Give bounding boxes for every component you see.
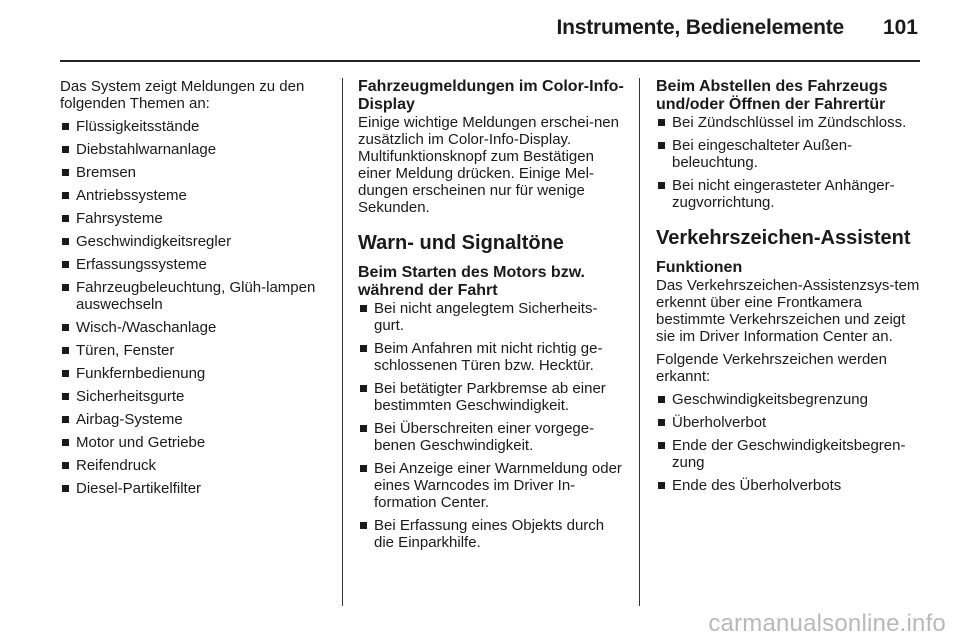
bullet-icon (658, 482, 665, 489)
header-rule (60, 60, 920, 62)
list-item: Reifendruck (60, 457, 330, 474)
list-item: Diebstahlwarnanlage (60, 141, 330, 158)
intro-text: Das System zeigt Meldungen zu den folgenden Themen an: (60, 78, 305, 112)
list-item: Motor und Getriebe (60, 434, 330, 451)
paragraph-recognized-signs: Folgende Verkehrszeichen werden erkannt: (656, 351, 887, 385)
bullet-icon (62, 284, 69, 291)
list-item: Fahrzeugbeleuchtung, Glüh-lampen auswechseln (60, 279, 330, 313)
heading-functions: Funktionen (656, 259, 743, 276)
traffic-sign-list (656, 391, 924, 494)
bullet-icon (62, 215, 69, 222)
bullet-icon (658, 442, 665, 449)
paragraph-color-info: Einige wichtige Meldungen erschei-nen zusätzlich im Color-Info-Display. Multifunktionsknopf zum Bestätigen einer Meldung drücken. Einige Mel-dungen erscheinen nur für wenige Sekunden. (358, 114, 619, 216)
watermark: carmanualsonline.info (708, 610, 946, 637)
bullet-icon (658, 142, 665, 149)
list-item: Überholverbot (656, 414, 924, 431)
page-title: Instrumente, Bedienelemente (556, 16, 844, 39)
bullet-icon (658, 182, 665, 189)
list-item: Erfassungssysteme (60, 256, 330, 273)
list-item: Ende des Überholverbots (656, 477, 924, 494)
list-item: Geschwindigkeitsbegrenzung (656, 391, 924, 408)
bullet-icon (360, 465, 367, 472)
column-2 (358, 78, 624, 557)
list-item: Beim Anfahren mit nicht richtig ge-schlossenen Türen bzw. Hecktür. (358, 340, 624, 374)
bullet-icon (658, 419, 665, 426)
list-item: Bremsen (60, 164, 330, 181)
bullet-icon (360, 522, 367, 529)
section-title-traffic-sign: Verkehrszeichen-Assistent (656, 227, 911, 249)
bullet-icon (62, 485, 69, 492)
warning-list (358, 300, 624, 551)
heading-color-info-display: Fahrzeugmeldungen im Color-Info-Display (358, 78, 624, 113)
column-divider-1 (342, 78, 343, 606)
paragraph-traffic-sign-system: Das Verkehrszeichen-Assistenzsys-tem erkennt über eine Frontkamera bestimmte Verkehrszeichen und zeigt sie im Driver Information Center an. (656, 277, 920, 345)
bullet-icon (360, 425, 367, 432)
column-1 (60, 78, 330, 503)
list-item: Fahrsysteme (60, 210, 330, 227)
bullet-icon (62, 416, 69, 423)
list-item: Diesel-Partikelfilter (60, 480, 330, 497)
section-title-warn-signal: Warn- und Signaltöne (358, 232, 564, 254)
bullet-icon (360, 385, 367, 392)
list-item: Ende der Geschwindigkeitsbegren-zung (656, 437, 924, 471)
bullet-icon (658, 119, 665, 126)
topic-list (60, 118, 330, 497)
bullet-icon (62, 146, 69, 153)
list-item: Antriebssysteme (60, 187, 330, 204)
list-item: Geschwindigkeitsregler (60, 233, 330, 250)
bullet-icon (62, 123, 69, 130)
bullet-icon (658, 396, 665, 403)
bullet-icon (62, 393, 69, 400)
list-item: Flüssigkeitsstände (60, 118, 330, 135)
bullet-icon (62, 439, 69, 446)
bullet-icon (62, 192, 69, 199)
page-number: 101 (882, 16, 918, 39)
list-item: Funkfernbedienung (60, 365, 330, 382)
bullet-icon (62, 347, 69, 354)
heading-parking-door: Beim Abstellen des Fahrzeugs und/oder Öffnen der Fahrertür (656, 78, 888, 113)
list-item: Airbag-Systeme (60, 411, 330, 428)
page-header (0, 0, 960, 62)
bullet-icon (62, 370, 69, 377)
list-item: Bei Zündschlüssel im Zündschloss. (656, 114, 924, 131)
bullet-icon (62, 462, 69, 469)
list-item: Sicherheitsgurte (60, 388, 330, 405)
bullet-icon (62, 261, 69, 268)
bullet-icon (360, 305, 367, 312)
column-3 (656, 78, 924, 500)
list-item: Türen, Fenster (60, 342, 330, 359)
list-item: Bei nicht eingerasteter Anhänger-zugvorrichtung. (656, 177, 924, 211)
list-item: Wisch-/Waschanlage (60, 319, 330, 336)
list-item: Bei Anzeige einer Warnmeldung oder eines Warncodes im Driver In-formation Center. (358, 460, 624, 511)
list-item: Bei betätigter Parkbremse ab einer bestimmten Geschwindigkeit. (358, 380, 624, 414)
list-item: Bei eingeschalteter Außen-beleuchtung. (656, 137, 924, 171)
bullet-icon (62, 324, 69, 331)
bullet-icon (62, 169, 69, 176)
column-divider-2 (639, 78, 640, 606)
heading-start-driving: Beim Starten des Motors bzw. während der Fahrt (358, 264, 585, 299)
bullet-icon (360, 345, 367, 352)
parking-list (656, 114, 924, 211)
list-item: Bei Erfassung eines Objekts durch die Einparkhilfe. (358, 517, 624, 551)
list-item: Bei Überschreiten einer vorgege-benen Geschwindigkeit. (358, 420, 624, 454)
list-item: Bei nicht angelegtem Sicherheits-gurt. (358, 300, 624, 334)
bullet-icon (62, 238, 69, 245)
